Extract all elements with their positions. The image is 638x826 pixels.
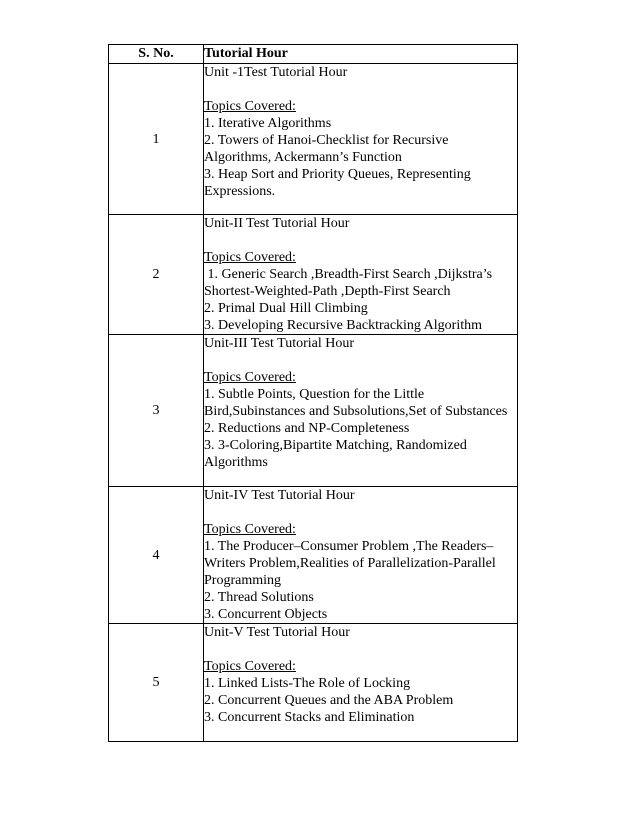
row-serial-number: 3 (109, 335, 204, 487)
table-row (109, 215, 518, 335)
row-content (204, 335, 518, 487)
row-content (204, 487, 518, 624)
table-row (109, 624, 518, 742)
row-serial-number: 5 (109, 624, 204, 742)
topic-item: 2. Reductions and NP-Completeness (204, 421, 410, 436)
table-row (109, 64, 518, 215)
topics-covered-heading: Topics Covered: (204, 659, 296, 674)
row-content (204, 624, 518, 742)
unit-title: Unit-II Test Tutorial Hour (204, 216, 350, 231)
tutorial-hour-table (108, 44, 518, 742)
row-content (204, 64, 518, 215)
table-row (109, 335, 518, 487)
header-tutorial-hour: Tutorial Hour (204, 45, 518, 64)
topic-item: 3. Concurrent Objects (204, 607, 328, 622)
topic-item: 3. Concurrent Stacks and Elimination (204, 710, 415, 725)
table-row (109, 487, 518, 624)
topic-item: 3. Developing Recursive Backtracking Algorithm (204, 318, 482, 333)
row-content (204, 215, 518, 335)
topic-item: 1. Generic Search ,Breadth-First Search ,Dijkstra’s Shortest-Weighted-Path ,Depth-First Search (204, 267, 496, 299)
topic-item: 3. Heap Sort and Priority Queues, Representing Expressions. (204, 167, 471, 199)
unit-title: Unit-V Test Tutorial Hour (204, 625, 350, 640)
unit-title: Unit-III Test Tutorial Hour (204, 336, 355, 351)
topics-covered-heading: Topics Covered: (204, 522, 296, 537)
row-serial-number: 1 (109, 64, 204, 215)
unit-title: Unit -1Test Tutorial Hour (204, 65, 348, 80)
topics-covered-heading: Topics Covered: (204, 99, 296, 114)
topic-item: 2. Primal Dual Hill Climbing (204, 301, 368, 316)
topics-covered-heading: Topics Covered: (204, 250, 296, 265)
topic-item: 2. Towers of Hanoi-Checklist for Recursive Algorithms, Ackermann’s Function (204, 133, 449, 165)
topics-covered-heading: Topics Covered: (204, 370, 296, 385)
topic-item: 1. Subtle Points, Question for the Little Bird,Subinstances and Subsolutions,Set of Substances (204, 387, 508, 419)
unit-title: Unit-IV Test Tutorial Hour (204, 488, 355, 503)
topic-item: 3. 3-Coloring,Bipartite Matching, Randomized Algorithms (204, 438, 467, 470)
table-header-row (109, 45, 518, 64)
row-serial-number: 2 (109, 215, 204, 335)
topic-item: 2. Concurrent Queues and the ABA Problem (204, 693, 454, 708)
header-sno: S. No. (109, 45, 204, 64)
topic-item: 1. Linked Lists-The Role of Locking (204, 676, 411, 691)
topic-item: 1. Iterative Algorithms (204, 116, 332, 131)
topic-item: 1. The Producer–Consumer Problem ,The Readers–Writers Problem,Realities of Parallelization-Parallel Programming (204, 539, 496, 588)
topic-item: 2. Thread Solutions (204, 590, 314, 605)
row-serial-number: 4 (109, 487, 204, 624)
